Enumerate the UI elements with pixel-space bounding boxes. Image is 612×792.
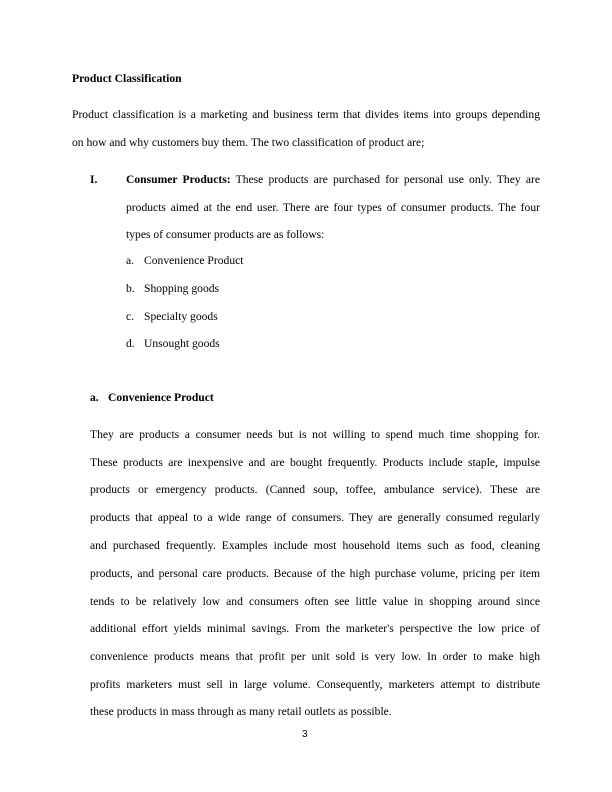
list-item [126, 310, 218, 324]
list-marker: a. [126, 254, 135, 267]
body-line: tends to be relatively low and consumers often see little value in shopping around since [90, 595, 540, 608]
intro-line-1: Product classification is a marketing and business term that divides items into groups depending [72, 108, 540, 121]
list-label: Shopping goods [144, 282, 220, 295]
body-line: products, and personal care products. Because of the high purchase volume, pricing per item [90, 567, 540, 580]
intro-line-2: on how and why customers buy them. The two classification of product are; [72, 136, 425, 149]
subheading-title: Convenience Product [108, 391, 214, 404]
page-number: 3 [302, 729, 308, 740]
list-label: Unsought goods [144, 337, 220, 350]
body-line: these products in mass through as many retail outlets as possible. [90, 705, 392, 718]
list-label: Convenience Product [144, 254, 244, 267]
list-item [126, 254, 244, 268]
list-label: Specialty goods [144, 310, 218, 323]
body-line: products that appeal to a wide range of consumers. They are generally consumed regularly [90, 511, 540, 524]
list-marker: b. [126, 282, 135, 295]
section-title: Consumer Products: [126, 173, 231, 186]
body-line: convenience products means that profit per unit sold is very low. In order to make high [90, 650, 540, 663]
list-item [126, 282, 220, 296]
section-line-3: types of consumer products are as follows: [126, 228, 325, 241]
body-line: additional effort yields minimal savings. From the marketer's perspective the low price of [90, 622, 540, 635]
page-heading: Product Classification [72, 72, 182, 85]
subheading [90, 391, 214, 405]
list-item [126, 337, 220, 351]
body-line: These products are inexpensive and are bought frequently. Products include staple, impulse [90, 456, 540, 469]
list-marker: c. [126, 310, 135, 323]
subheading-marker: a. [90, 391, 99, 404]
body-line: and purchased frequently. Examples include most household items such as food, cleaning [90, 539, 540, 552]
section-numeral: I. [90, 173, 98, 186]
body-line: They are products a consumer needs but is not willing to spend much time shopping for. [90, 428, 540, 441]
section-line-1 [126, 173, 540, 187]
section-line-2: products aimed at the end user. There are four types of consumer products. The four [126, 201, 540, 214]
section-line-1-text: These products are purchased for personal use only. They are [235, 173, 540, 186]
list-marker: d. [126, 337, 135, 350]
body-line: profits marketers must sell in large volume. Consequently, marketers attempt to distribute [90, 678, 540, 691]
body-line: products or emergency products. (Canned soup, toffee, ambulance service). These are [90, 483, 540, 496]
